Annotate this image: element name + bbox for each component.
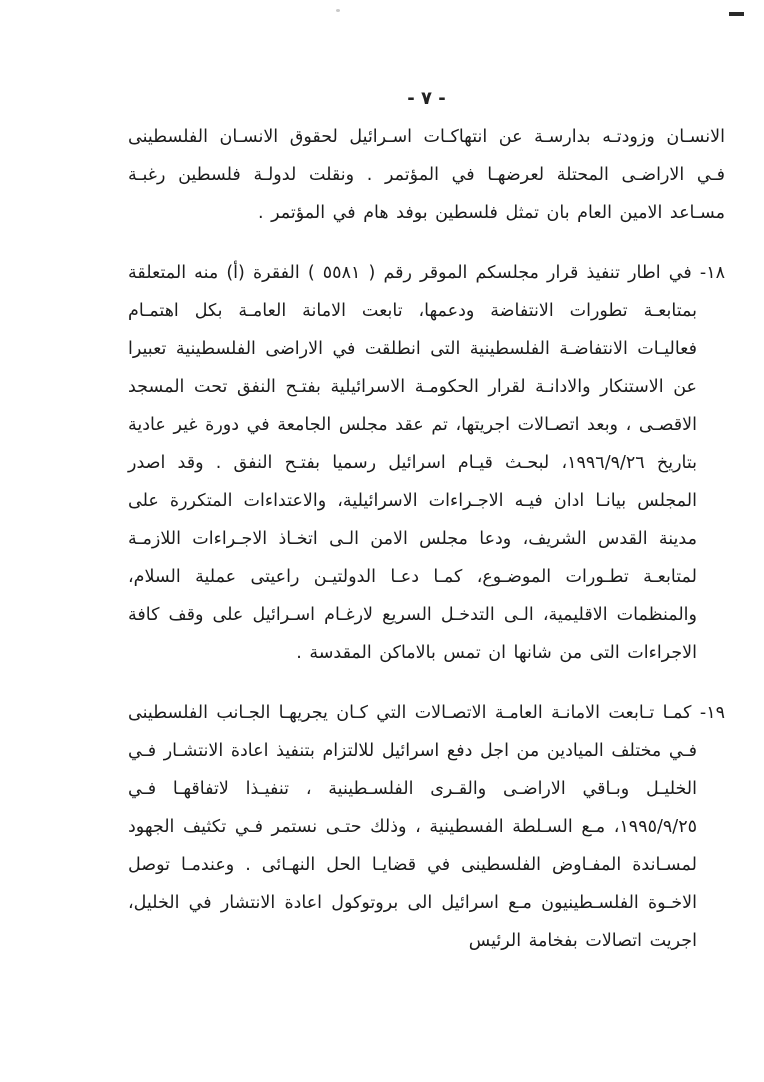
paragraph-18 [128,254,725,672]
page-number: - ٧ - [407,88,446,109]
paragraph-text: كمـا تـابعت الامانـة العامـة الاتصـالات التي كـان يجريهـا الجـانب الفلسطينى فـي مختلف الميادين من اجل دفع اسرائيل للالتزام بتنفيذ اعادة الانتشـار فـي الخليـل وبـاقي الاراضـى والقـرى الفلسـطينية ، تنفيـذا لاتفاقهـا فـي ١٩٩٥/٩/٢٥، مـع السـلطة الفسطينية ، وذلك حتـى نستمر فـي تكثيف الجهود لمسـاندة المفـاوض الفلسطينى في قضايـا الحل النهـائى . وعندمـا توصل الاخـوة الفلسـطينيون مـع اسرائيل الى بروتوكول اعادة الانتشار في الخليل، اجريت اتصالات بفخامة الرئيس [128,703,697,951]
scan-artifact-dot [336,9,340,12]
paragraph-text: في اطار تنفيذ قرار مجلسكم الموقر رقم ( ٥٥٨١ ) الفقرة (أ) منه المتعلقة بمتابعـة تطورات الانتفاضة ودعمها، تابعت الامانة العامـة بكل اهتمـام فعاليـات الانتفاضـة الفلسطينية التى انطلقت في الاراضى الفلسطينية تعبيرا عن الاستنكار والادانـة لقرار الحكومـة الاسرائيلية بفتـح النفق تحت المسجد الاقصـى ، وبعد اتصـالات اجريتها، تم عقد مجلس الجامعة في دورة غير عادية بتاريخ ١٩٩٦/٩/٢٦، لبحـث قيـام اسرائيل رسميا بفتـح النفق . وقد اصدر المجلس بيانـا ادان فيـه الاجـراءات الاسرائيلية، والاعتداءات المتكررة على مدينة القدس الشريف، ودعا مجلس الامن الـى اتخـاذ الاجـراءات اللازمـة لمتابعـة تطـورات الموضـوع، كمـا دعـا الدولتيـن راعيتى عملية السلام، والمنظمات الاقليمية، الـى التدخـل السريع لارغـام اسـرائيل على وقف كافة الاجراءات التى من شانها ان تمس بالاماكن المقدسة . [128,263,697,663]
paragraph-19 [128,694,725,960]
paragraph-18-marker: ١٨- [699,263,725,283]
scan-artifact-dash [729,12,744,16]
document-body [128,118,725,960]
paragraph-19-marker: ١٩- [699,703,725,723]
paragraph-continuation [128,118,725,232]
paragraph-text: الانسـان وزودتـه بدارسـة عن انتهاكـات اسـرائيل لحقوق الانسـان الفلسطينى فـي الاراضـى المحتلة لعرضهـا في المؤتمر . ونقلت لدولـة فلسطين رغبـة مسـاعد الامين العام بان تمثل فلسطين بوفد هام في المؤتمر . [128,127,725,223]
